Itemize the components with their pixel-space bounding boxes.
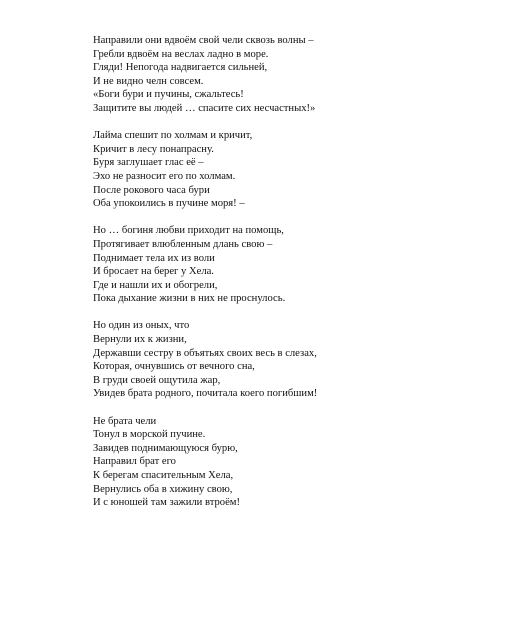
poem-line: Вернули их к жизни, [93,334,187,346]
poem-line: Буря заглушает глас её – [93,157,204,169]
stanza-4 [93,319,493,401]
poem-line: И не видно челн совсем. [93,75,204,87]
poem-line: Гляди! Непогода надвигается сильней, [93,62,268,74]
poem-line: Защитите вы людей … спасите сих несчастных!» [93,102,316,114]
poem-line: Где и нашли их и обогрели, [93,279,218,291]
poem-line: Лайма спешит по холмам и кричит, [93,130,253,142]
stanza-1 [93,34,493,116]
poem-line: Не брата чели [93,415,157,427]
stanza-2 [93,129,493,211]
poem-line: Державши сестру в объятьях своих весь в слезах, [93,347,317,359]
poem-line: Тонул в морской пучине. [93,429,206,441]
poem-text [93,34,493,523]
poem-line: Направили они вдвоём свой чели сквозь волны – [93,35,314,46]
poem-line: Увидев брата родного, почитала коего погибшим! [93,388,318,400]
poem-line: После рокового часа бури [93,184,210,196]
poem-line: Пока дыхание жизни в них не проснулось. [93,293,286,305]
poem-line: «Боги бури и пучины, сжальтесь! [93,89,244,101]
poem-line: И с юношей там зажили втроём! [93,497,241,509]
poem-line: Поднимает тела их из воли [93,252,215,264]
stanza-3 [93,224,493,306]
poem-line: Завидев поднимающуюся бурю, [93,442,238,454]
poem-line: Но один из оных, что [93,320,190,332]
stanza-5 [93,415,493,510]
poem-line: Кричит в лесу понапрасну. [93,143,214,155]
poem-line: Оба упокоились в пучине моря! – [93,198,245,210]
poem-line: В груди своей ощутила жар, [93,374,221,386]
poem-line: Протягивает влюбленным длань свою – [93,238,273,250]
poem-line: Вернулись оба в хижину свою, [93,483,233,495]
poem-line: И бросает на берег у Хела. [93,266,214,278]
poem-line: Гребли вдвоём на веслах ладно в море. [93,48,269,60]
poem-line: Эхо не разносит его по холмам. [93,170,236,182]
poem-line: К берегам спасительным Хела, [93,470,234,481]
poem-line: Но … богиня любви приходит на помощь, [93,225,284,237]
poem-line: Которая, очнувшись от вечного сна, [93,361,255,373]
poem-line: Направил брат его [93,456,176,468]
